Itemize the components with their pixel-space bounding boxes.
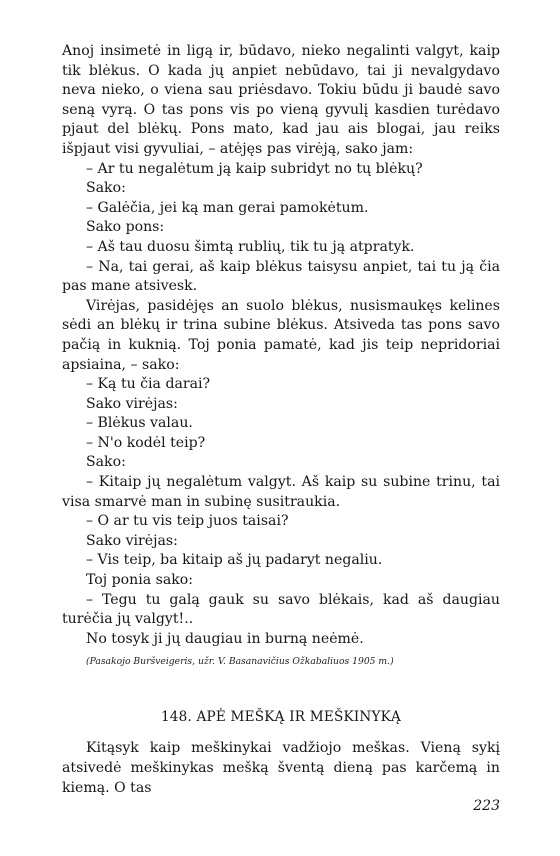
book-page [62, 42, 500, 798]
story-paragraph: Kitąsyk kaip meškinykai vadžiojo meškas. Vieną sykį atsivedė meškinykas mešką šventą dieną pas karčemą in kiemą. O tas [62, 740, 500, 796]
dialogue-line: – Galėčia, jei ką man gerai pamokėtum. [86, 199, 369, 216]
dialogue-line: – Ką tu čia darai? [86, 376, 211, 393]
next-story-text [62, 739, 500, 798]
dialogue-line: Sako virėjas: [86, 532, 178, 549]
dialogue-line: Sako: [86, 454, 126, 471]
dialogue-line: – Aš tau duosu šimtą rublių, tik tu ją atpratyk. [86, 238, 415, 255]
dialogue-line: – Blėkus valau. [86, 415, 193, 432]
dialogue-line: – N'o kodėl teip? [86, 434, 206, 451]
story-paragraph: Anoj insimetė in ligą ir, būdavo, nieko negalinti valgyt, kaip tik blėkus. O kada jų anpiet nebūdavo, tai ji nevalgydavo neva nieko, o viena sau priėsdavo. Tokiu būdu ji baudė savo seną vyrą. O tas pons vis po vieną gyvulį kasdien turėdavo pjaut del blėkų. Pons mato, kad jau ais blogai, jau reiks išpjaut visi gyvuliai, – atėjęs pas virėją, sako jam: [62, 43, 500, 157]
story-paragraph: Virėjas, pasidėjęs an suolo blėkus, nusismaukęs kelines sėdi an blėkų ir trina subine blėkus. Atsiveda tas pons savo pačią in kuknią. Toj ponia pamatė, kad jis teip nepridoriai apsiaina, – sako: [62, 297, 500, 373]
dialogue-line: No tosyk ji jų daugiau in burną neėmė. [86, 630, 364, 647]
source-note: (Pasakojo Buršveigeris, užr. V. Basanavičius Ožkabaliuos 1905 m.) [86, 656, 394, 668]
page-number: 223 [473, 798, 500, 814]
dialogue-line: – O ar tu vis teip juos taisai? [86, 513, 289, 530]
dialogue-line: – Tegu tu galą gauk su savo blėkais, kad aš daugiau turėčia jų valgyt!.. [62, 591, 500, 628]
story-heading: 148. APĖ MEŠKĄ IR MEŠKINYKĄ [160, 709, 402, 726]
dialogue-line: – Ar tu negalėtum ją kaip subridyt no tų blėkų? [86, 160, 423, 177]
dialogue-line: Sako pons: [86, 219, 165, 236]
dialogue-line: Toj ponia sako: [86, 572, 194, 589]
dialogue-line: – Kitaip jų negalėtum valgyt. Aš kaip su subine trinu, tai visa smarvė man in subinę susitraukia. [62, 474, 500, 510]
dialogue-line: Sako virėjas: [86, 395, 178, 412]
story-text [62, 42, 500, 649]
dialogue-line: Sako: [86, 180, 126, 197]
dialogue-line: – Vis teip, ba kitaip aš jų padaryt negaliu. [86, 552, 383, 569]
dialogue-line: – Na, tai gerai, aš kaip blėkus taisysu anpiet, tai tu ją čia pas mane atsivesk. [62, 258, 500, 295]
